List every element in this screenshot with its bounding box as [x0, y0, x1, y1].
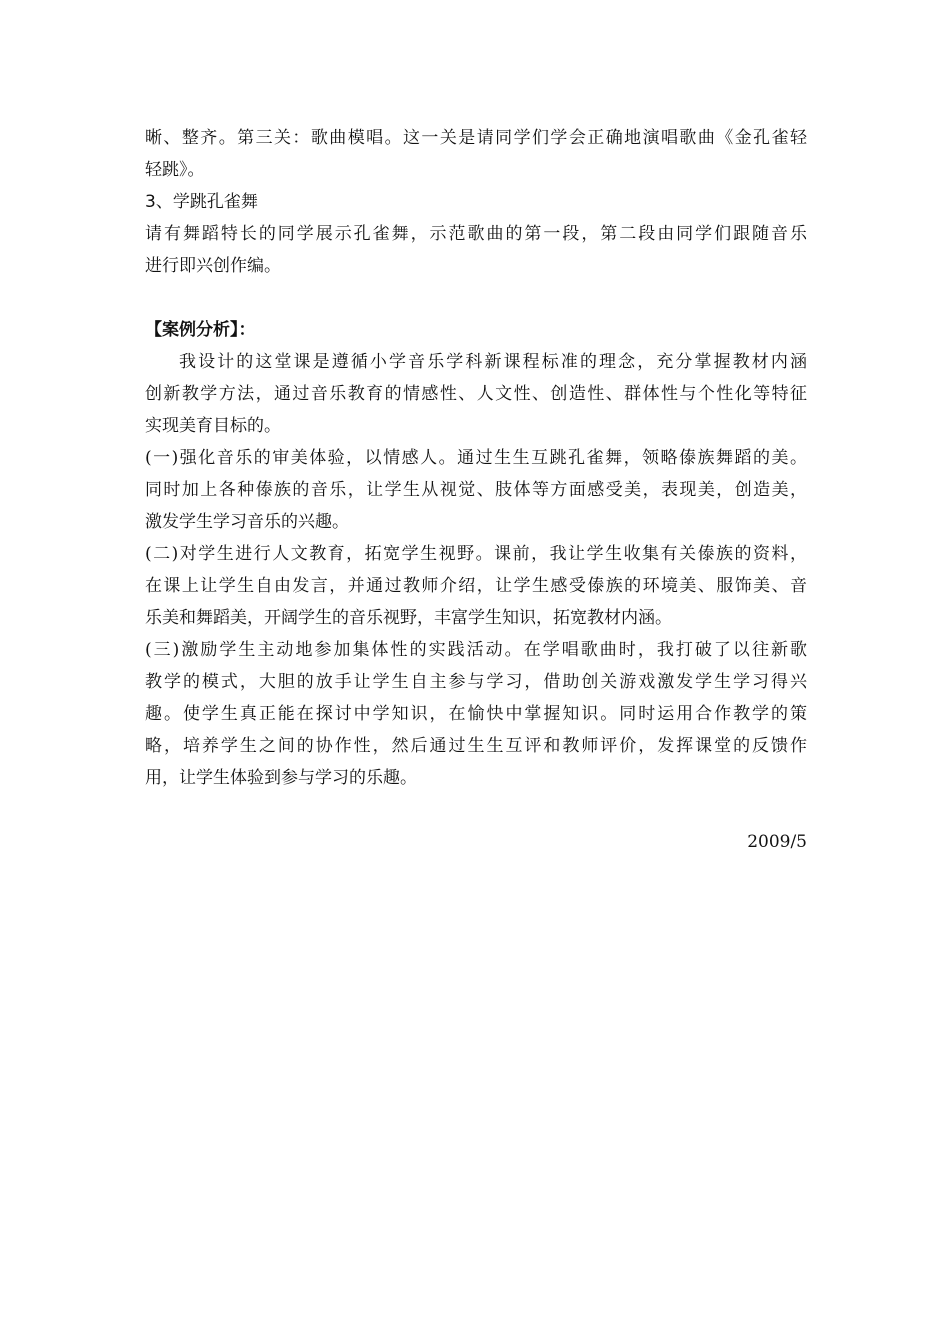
analysis-p4-line-1: (三)激励学生主动地参加集体性的实践活动。在学唱歌曲时，我打破了以往新歌	[145, 640, 807, 660]
analysis-p4-line-4: 略，培养学生之间的协作性，然后通过生生互评和教师评价，发挥课堂的反馈作	[145, 736, 807, 756]
analysis-p4-line-5: 用，让学生体验到参与学习的乐趣。	[145, 768, 417, 788]
document-body	[145, 122, 807, 858]
analysis-p1-line-2: 创新教学方法，通过音乐教育的情感性、人文性、创造性、群体性与个性化等特征	[145, 384, 807, 404]
analysis-p4-line-2: 教学的模式，大胆的放手让学生自主参与学习，借助创关游戏激发学生学习得兴	[145, 672, 807, 692]
analysis-p3-line-2: 在课上让学生自由发言，并通过教师介绍，让学生感受傣族的环境美、服饰美、音	[145, 576, 807, 596]
analysis-p3-line-1: (二)对学生进行人文教育，拓宽学生视野。课前，我让学生收集有关傣族的资料，	[145, 544, 807, 564]
section-3-line-2: 进行即兴创作编。	[145, 256, 281, 276]
intro-line-1: 晰、整齐。第三关：歌曲模唱。这一关是请同学们学会正确地演唱歌曲《金孔雀轻	[145, 128, 807, 148]
section-3-line-1: 请有舞蹈特长的同学展示孔雀舞，示范歌曲的第一段，第二段由同学们跟随音乐	[145, 224, 807, 244]
section-3-heading: 3、学跳孔雀舞	[145, 192, 258, 212]
analysis-p3-line-3: 乐美和舞蹈美，开阔学生的音乐视野，丰富学生知识，拓宽教材内涵。	[145, 608, 672, 628]
analysis-p1-line-3: 实现美育目标的。	[145, 416, 281, 436]
intro-line-2: 轻跳》。	[145, 160, 205, 180]
document-date: 2009/5	[747, 832, 807, 852]
analysis-p4-line-3: 趣。使学生真正能在探讨中学知识，在愉快中掌握知识。同时运用合作教学的策	[145, 704, 807, 724]
blank-line	[145, 282, 807, 314]
analysis-p2-line-1: (一)强化音乐的审美体验，以情感人。通过生生互跳孔雀舞，领略傣族舞蹈的美。	[145, 448, 807, 468]
analysis-p2-line-2: 同时加上各种傣族的音乐，让学生从视觉、肢体等方面感受美，表现美，创造美，	[145, 480, 807, 500]
blank-line	[145, 794, 807, 826]
analysis-heading: 【案例分析】：	[145, 320, 256, 340]
analysis-p2-line-3: 激发学生学习音乐的兴趣。	[145, 512, 349, 532]
analysis-p1-line-1: 我设计的这堂课是遵循小学音乐学科新课程标准的理念，充分掌握教材内涵	[179, 352, 807, 372]
